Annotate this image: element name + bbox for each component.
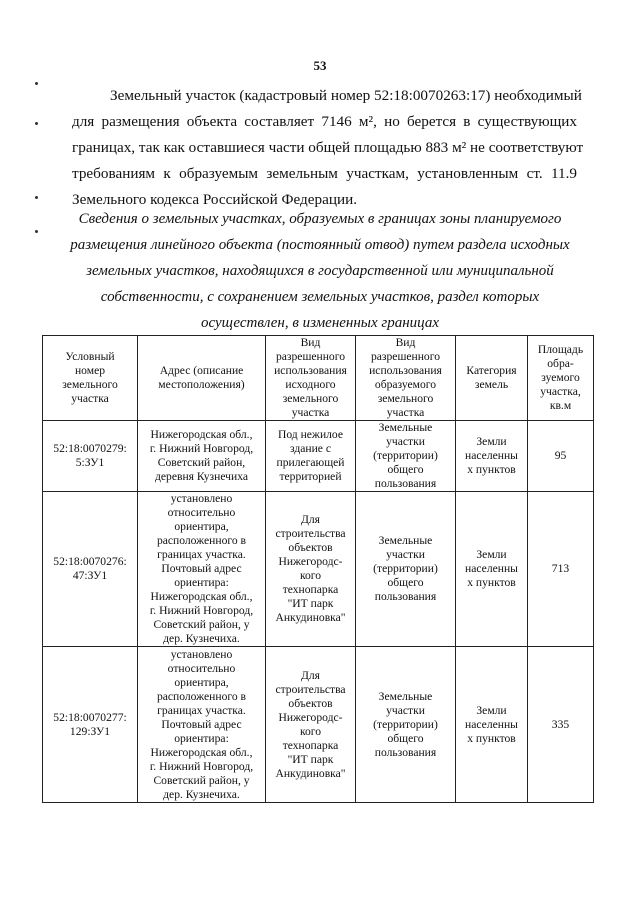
table-row <box>43 421 594 492</box>
land-plots-table <box>42 335 594 803</box>
header-new-use: Вид разрешенного использования образуемого земельного участка <box>356 336 456 421</box>
table-row <box>43 492 594 647</box>
cell-source-use: Для строительства объектов Нижегородс- кого технопарка "ИТ парк Анкудиновка" <box>266 647 356 803</box>
body-paragraph <box>72 83 584 213</box>
cell-area: 713 <box>528 492 594 647</box>
cell-source-use: Под нежилое здание с прилегающей территорией <box>266 421 356 492</box>
page-number: 53 <box>313 58 327 73</box>
cell-category: Земли населенны х пунктов <box>456 647 528 803</box>
paragraph-line: требованиям к образуемым земельным участкам, установленным ст. 11.9 <box>72 165 577 182</box>
cell-category: Земли населенны х пунктов <box>456 421 528 492</box>
section-heading <box>60 206 580 336</box>
cell-source-use: Для строительства объектов Нижегородс- кого технопарка "ИТ парк Анкудиновка" <box>266 492 356 647</box>
paragraph-line: Земельного кодекса Российской Федерации. <box>72 191 358 208</box>
cell-area: 95 <box>528 421 594 492</box>
margin-mark <box>35 82 38 85</box>
cell-new-use: Земельные участки (территории) общего пользования <box>356 492 456 647</box>
margin-mark <box>35 230 38 233</box>
header-plot-number: Условный номер земельного участка <box>43 336 138 421</box>
cell-plot-number: 52:18:0070277: 129:ЗУ1 <box>43 647 138 803</box>
cell-plot-number: 52:18:0070279: 5:ЗУ1 <box>43 421 138 492</box>
cell-address: Нижегородская обл., г. Нижний Новгород, Советский район, деревня Кузнечиха <box>138 421 266 492</box>
cell-new-use: Земельные участки (территории) общего пользования <box>356 647 456 803</box>
cell-address: установлено относительно ориентира, расположенного в границах участка. Почтовый адрес ориентира: Нижегородская обл., г. Нижний Новгород, Советский район, у дер. Кузнечиха. <box>138 492 266 647</box>
paragraph-line: Земельный участок (кадастровый номер 52:18:0070263:17) необходимый <box>110 87 582 104</box>
paragraph-line: границах, так как оставшиеся части общей площадью 883 м² не соответствуют <box>72 139 584 156</box>
cell-plot-number: 52:18:0070276: 47:ЗУ1 <box>43 492 138 647</box>
heading-line: собственности, с сохранением земельных участков, раздел которых <box>100 289 540 305</box>
cell-area: 335 <box>528 647 594 803</box>
table-row <box>43 647 594 803</box>
heading-line: земельных участков, находящихся в государственной или муниципальной <box>86 263 554 279</box>
heading-line: размещения линейного объекта (постоянный отвод) путем раздела исходных <box>70 237 570 253</box>
header-source-use: Вид разрешенного использования исходного земельного участка <box>266 336 356 421</box>
margin-mark <box>35 196 38 199</box>
heading-line: осуществлен, в измененных границах <box>200 315 440 331</box>
cell-new-use: Земельные участки (территории) общего пользования <box>356 421 456 492</box>
margin-mark <box>35 122 38 125</box>
header-address: Адрес (описание местоположения) <box>138 336 266 421</box>
paragraph-line: для размещения объекта составляет 7146 м², но берется в существующих <box>72 113 577 130</box>
cell-category: Земли населенны х пунктов <box>456 492 528 647</box>
cell-address: установлено относительно ориентира, расположенного в границах участка. Почтовый адрес ориентира: Нижегородская обл., г. Нижний Новгород, Советский район, у дер. Кузнечиха. <box>138 647 266 803</box>
header-category: Категория земель <box>456 336 528 421</box>
table-header-row <box>43 336 594 421</box>
heading-line: Сведения о земельных участках, образуемых в границах зоны планируемого <box>78 211 562 227</box>
header-area: Площадь обра- зуемого участка, кв.м <box>528 336 594 421</box>
